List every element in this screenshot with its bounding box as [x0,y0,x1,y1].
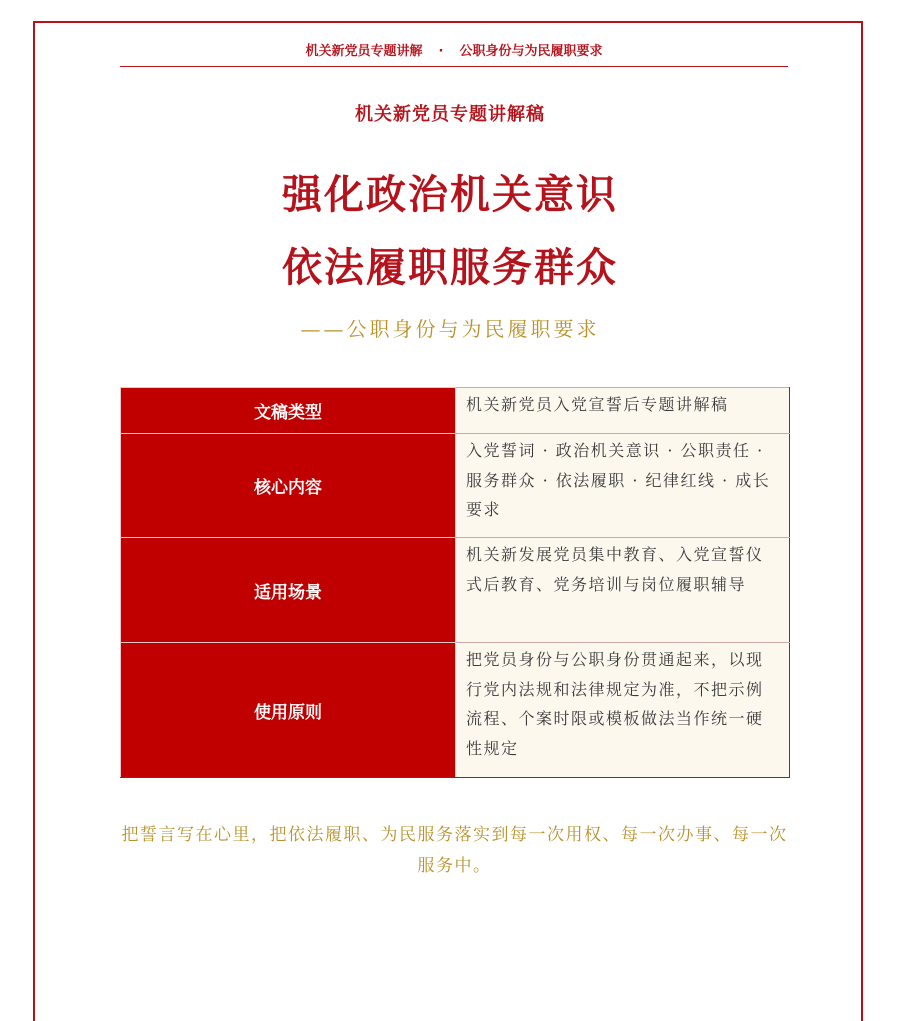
row-key-principle: 使用原则 [121,643,456,778]
closing-statement: 把誓言写在心里，把依法履职、为民服务落实到每一次用权、每一次办事、每一次服务中。 [121,825,788,876]
table-row [121,538,790,643]
title-line-2: 依法履职服务群众 [282,245,618,291]
document-subtitle: ——公职身份与为民履职要求 [300,317,600,341]
row-value-doc-type: 机关新党员入党宣誓后专题讲解稿 [456,388,790,434]
running-header-separator: · [438,44,444,59]
table-row [121,388,790,434]
info-table [120,387,790,778]
running-header-right: 公职身份与为民履职要求 [459,44,603,59]
running-header [120,41,788,67]
row-value-principle: 把党员身份与公职身份贯通起来，以现行党内法规和法律规定为准，不把示例流程、个案时限或模板做法当作统一硬性规定 [456,643,790,778]
running-header-left: 机关新党员专题讲解 [305,44,423,59]
table-row [121,434,790,538]
row-key-core-content: 核心内容 [121,434,456,538]
row-value-scenario: 机关新发展党员集中教育、入党宣誓仪式后教育、党务培训与岗位履职辅导 [456,538,790,643]
row-key-scenario: 适用场景 [121,538,456,643]
document-kicker: 机关新党员专题讲解稿 [355,104,545,125]
row-key-doc-type: 文稿类型 [121,388,456,434]
row-value-core-content: 入党誓词 · 政治机关意识 · 公职责任 · 服务群众 · 依法履职 · 纪律红线 · 成长要求 [456,434,790,538]
title-line-1: 强化政治机关意识 [282,172,618,218]
table-row [121,643,790,778]
